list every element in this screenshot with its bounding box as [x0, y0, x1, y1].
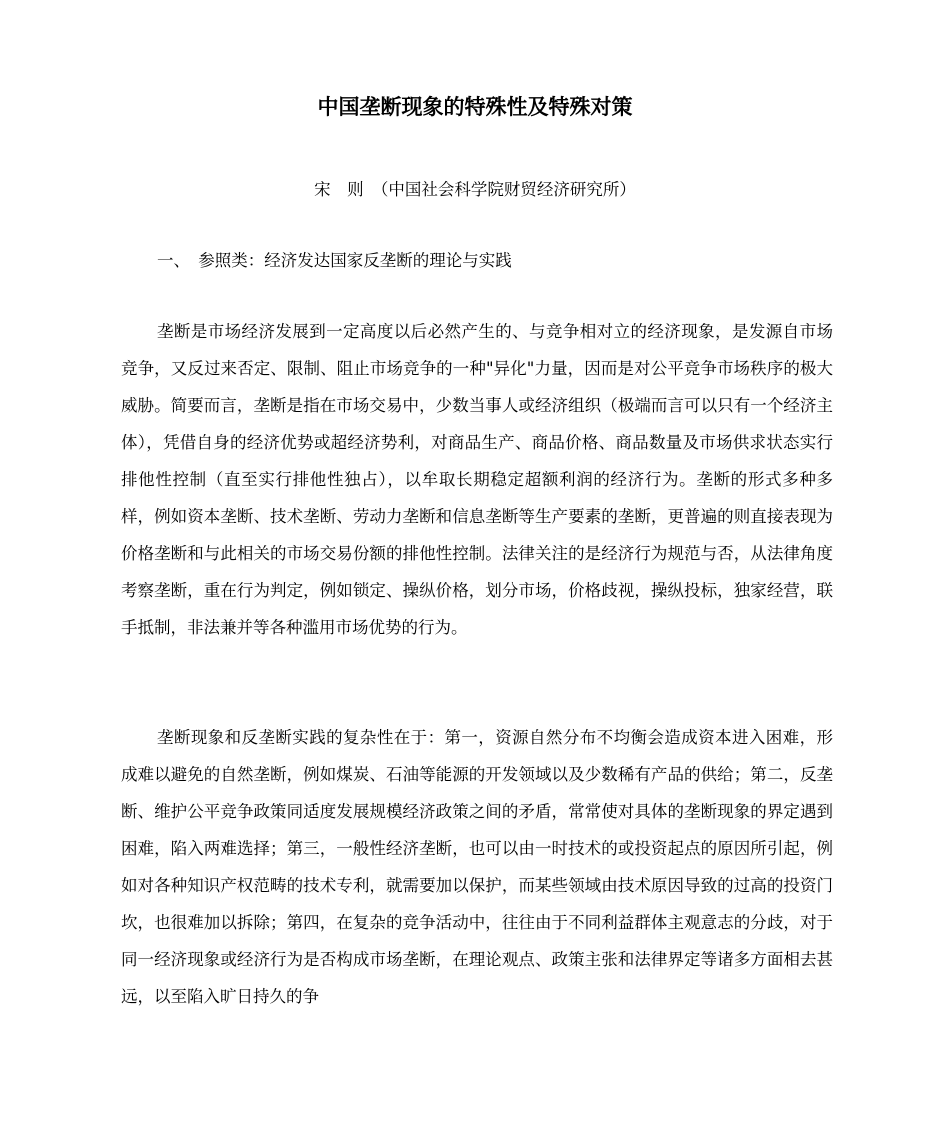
paragraph: 垄断是市场经济发展到一定高度以后必然产生的、与竞争相对立的经济现象，是发源自市场竞争，又反过来否定、限制、阻止市场竞争的一种"异化"力量，因而是对公平竞争市场秩序的极大威胁。简要而言，垄断是指在市场交易中，少数当事人或经济组织（极端而言可以只有一个经济主体），凭借自身的经济优势或超经济势利，对商品生产、商品价格、商品数量及市场供求状态实行排他性控制（直至实行排他性独占），以牟取长期稳定超额利润的经济行为。垄断的形式多种多样，例如资本垄断、技术垄断、劳动力垄断和信息垄断等生产要素的垄断，更普遍的则直接表现为价格垄断和与此相关的市场交易份额的排他性控制。法律关注的是经济行为规范与否，从法律角度考察垄断，重在行为判定，例如锁定、操纵价格，划分市场，价格歧视，操纵投标，独家经营，联手抵制，非法兼并等各种滥用市场优势的行为。	[121, 322, 833, 637]
section-heading: 一、 参照类：经济发达国家反垄断的理论与实践	[157, 251, 512, 270]
paragraph: 垄断现象和反垄断实践的复杂性在于：第一，资源自然分布不均衡会造成资本进入困难，形成难以避免的自然垄断，例如煤炭、石油等能源的开发领域以及少数稀有产品的供给；第二，反垄断、维护公平竞争政策同适度发展规模经济政策之间的矛盾，常常使对具体的垄断现象的界定遇到困难，陷入两难选择；第三，一般性经济垄断，也可以由一时技术的或投资起点的原因所引起，例如对各种知识产权范畴的技术专利，就需要加以保护，而某些领域由技术原因导致的过高的投资门坎，也很难加以拆除；第四，在复杂的竞争活动中，往往由于不同利益群体主观意志的分歧，对于同一经济现象或经济行为是否构成市场垄断，在理论观点、政策主张和法律界定等诸多方面相去甚远，以至陷入旷日持久的争	[121, 728, 833, 1006]
author-line: 宋 则 （中国社会科学院财贸经济研究所）	[314, 180, 636, 199]
document-title: 中国垄断现象的特殊性及特殊对策	[317, 95, 633, 119]
